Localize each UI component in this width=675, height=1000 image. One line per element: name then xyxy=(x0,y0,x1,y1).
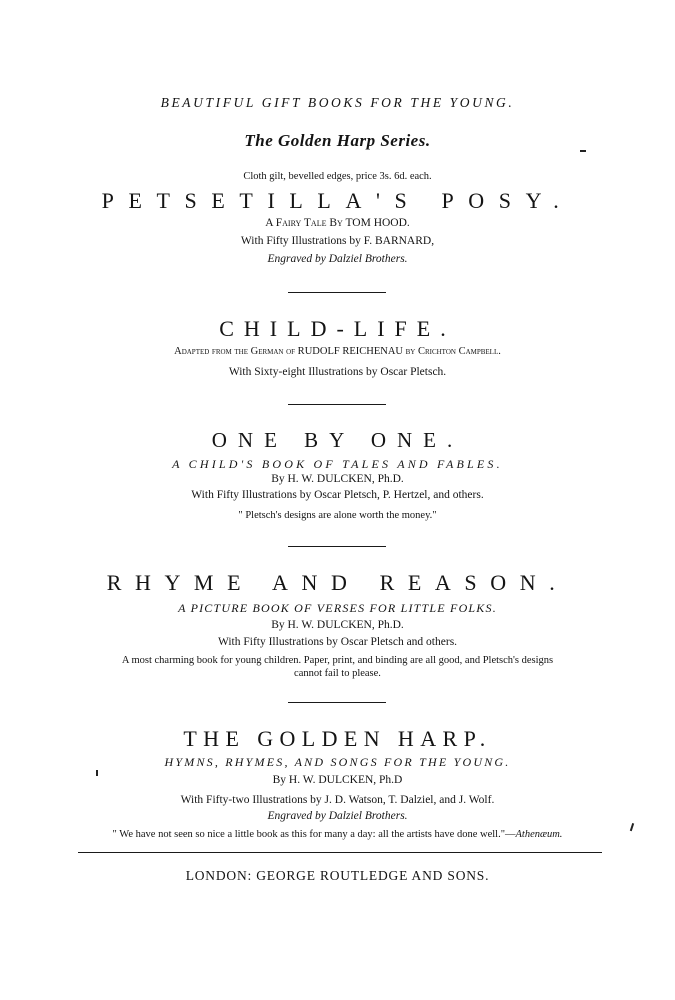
book-author-line: A Fairy Tale By TOM HOOD. xyxy=(265,217,410,229)
book-engraver-line: Engraved by Dalziel Brothers. xyxy=(267,810,408,822)
book-author-line: By H. W. DULCKEN, Ph.D xyxy=(272,774,403,786)
book-subtitle: HYMNS, RHYMES, AND SONGS FOR THE YOUNG. xyxy=(164,755,511,769)
book-illustrations-line: With Fifty Illustrations by F. BARNARD, xyxy=(240,235,435,247)
book-title-the-golden-harp: THE GOLDEN HARP. xyxy=(183,726,492,751)
page-header: BEAUTIFUL GIFT BOOKS FOR THE YOUNG. xyxy=(160,95,515,110)
section-divider xyxy=(288,702,386,703)
book-illustrations-line: With Sixty-eight Illustrations by Oscar Pletsch. xyxy=(228,366,447,378)
publisher-imprint: LONDON: GEORGE ROUTLEDGE AND SONS. xyxy=(185,868,490,883)
section-divider xyxy=(288,546,386,547)
book-adaptation-line: Adapted from the German of RUDOLF REICHENAU by Crichton Campbell. xyxy=(174,346,501,357)
book-review-quote: " Pletsch's designs are alone worth the money." xyxy=(238,510,437,521)
book-review-line-1: A most charming book for young children. Paper, print, and binding are all good, and Pletsch's designs xyxy=(121,655,554,666)
print-speck xyxy=(580,150,586,152)
book-illustrations-line: With Fifty Illustrations by Oscar Pletsch, P. Hertzel, and others. xyxy=(191,489,484,501)
book-subtitle: A PICTURE BOOK OF VERSES FOR LITTLE FOLKS. xyxy=(178,601,497,615)
print-speck xyxy=(96,770,98,776)
book-illustrations-line: With Fifty Illustrations by Oscar Pletsch and others. xyxy=(217,636,458,648)
book-subtitle: A CHILD'S BOOK OF TALES AND FABLES. xyxy=(172,457,503,471)
book-title-child-life: CHILD-LIFE. xyxy=(219,316,456,341)
book-author-line: By H. W. DULCKEN, Ph.D. xyxy=(271,473,404,485)
book-title-one-by-one: ONE BY ONE. xyxy=(211,428,464,452)
section-divider xyxy=(288,292,386,293)
section-divider xyxy=(288,404,386,405)
price-note: Cloth gilt, bevelled edges, price 3s. 6d. each. xyxy=(243,171,432,182)
book-title-petsetillas-posy: PETSETILLA'S POSY. xyxy=(101,188,574,213)
book-author-line: By H. W. DULCKEN, Ph.D. xyxy=(271,619,404,631)
book-title-rhyme-and-reason: RHYME AND REASON. xyxy=(106,570,569,595)
footer-rule xyxy=(78,852,602,853)
book-review-quote: " We have not seen so nice a little book as this for many a day: all the artists have done well."—Athenæum. xyxy=(112,829,563,840)
book-review-line-2: cannot fail to please. xyxy=(294,668,381,679)
book-illustrations-line: With Fifty-two Illustrations by J. D. Watson, T. Dalziel, and J. Wolf. xyxy=(180,794,495,806)
book-engraver-line: Engraved by Dalziel Brothers. xyxy=(267,253,408,265)
series-title: The Golden Harp Series. xyxy=(244,131,431,150)
